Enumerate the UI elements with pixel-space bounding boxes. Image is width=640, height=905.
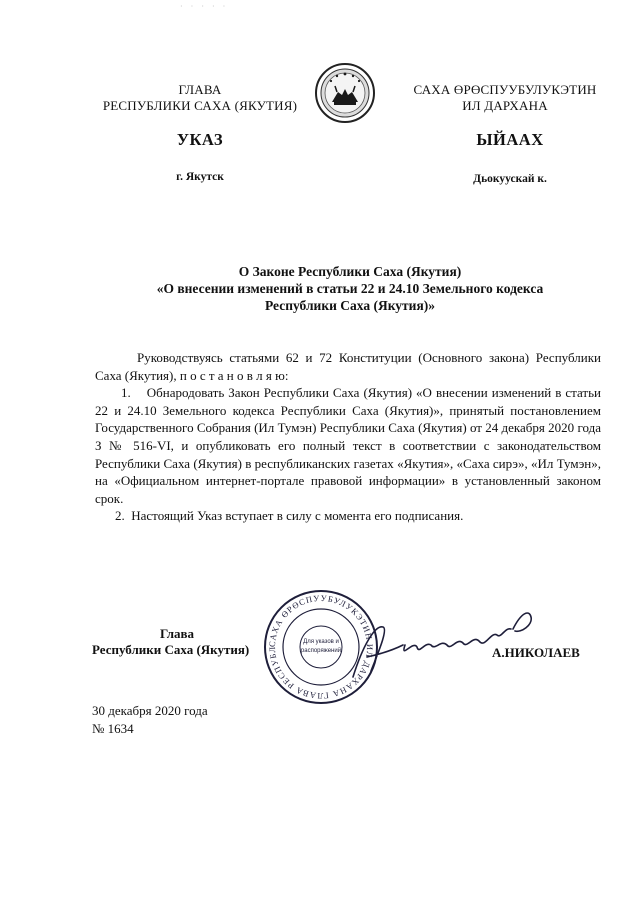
signatory-title-line2: Республики Саха (Якутия) bbox=[92, 642, 250, 657]
signatory-name: А.НИКОЛАЕВ bbox=[492, 645, 580, 660]
city-left: г. Якутск bbox=[176, 171, 224, 183]
header-left bbox=[80, 82, 320, 114]
body-item-1: 1. Обнародовать Закон Республики Саха (Якутия) «О внесении изменений в статьи 22 и 24.10 Земельного кодекса Республики Саха (Якутия)», принятый постановлением Государственного Собрания (Ил Тумэн) Республики Саха (Якутия) от 24 декабря 2020 года З № 516-VI, и опубликовать его полный текст в соответствии с законодательством Республики Саха (Якутия) в республиканских газетах «Якутия», «Саха сирэ», «Ил Тумэн», на «Официальном интернет-портале правовой информации» в установленный законом срок. bbox=[95, 385, 601, 506]
coat-of-arms-emblem bbox=[314, 62, 376, 124]
header-right bbox=[385, 82, 625, 114]
signatory-title bbox=[92, 626, 282, 658]
city-right: Дьокуускай к. bbox=[473, 173, 547, 185]
document-date-number bbox=[92, 702, 342, 738]
header-left-line2: РЕСПУБЛИКИ САХА (ЯКУТИЯ) bbox=[102, 98, 298, 113]
title-line1: О Законе Республики Саха (Якутия) bbox=[238, 264, 462, 279]
stamp-center-line2: распоряжений bbox=[300, 648, 342, 654]
body-item-2: 2. Настоящий Указ вступает в силу с момента его подписания. bbox=[115, 508, 464, 524]
header-right-line1: САХА ӨРӨСПУУБУЛУКЭТИН bbox=[413, 82, 597, 97]
doc-type-ukaz: УКАЗ bbox=[176, 130, 224, 149]
signatory-title-line1: Глава bbox=[159, 626, 195, 641]
header-left-line1: ГЛАВА bbox=[178, 82, 222, 97]
body-intro: Руководствуясь статьями 62 и 72 Конституции (Основного закона) Республики Саха (Якутия), п о с т а н о в л я ю: bbox=[95, 350, 601, 383]
title-line3: Республики Саха (Якутия)» bbox=[264, 298, 435, 313]
doc-type-yiaakh: ЫЙААХ bbox=[476, 130, 544, 149]
document-date: 30 декабря 2020 года bbox=[92, 703, 208, 718]
title-line2: «О внесении изменений в статьи 22 и 24.10 Земельного кодекса bbox=[156, 281, 544, 296]
stamp-center-line1: Для указов и bbox=[303, 639, 339, 645]
header-right-line2: ИЛ ДАРХАНА bbox=[462, 98, 548, 113]
document-body bbox=[95, 349, 601, 525]
document-number: № 1634 bbox=[92, 721, 134, 736]
stamp-outer-text: САХА ӨРӨСПУУБУЛУКЭТИН ИЛ ДАРХАНА ГЛАВА РЕСПУБЛ bbox=[266, 592, 376, 702]
scan-marks: · · · · · bbox=[180, 2, 229, 11]
document-title bbox=[90, 263, 610, 314]
